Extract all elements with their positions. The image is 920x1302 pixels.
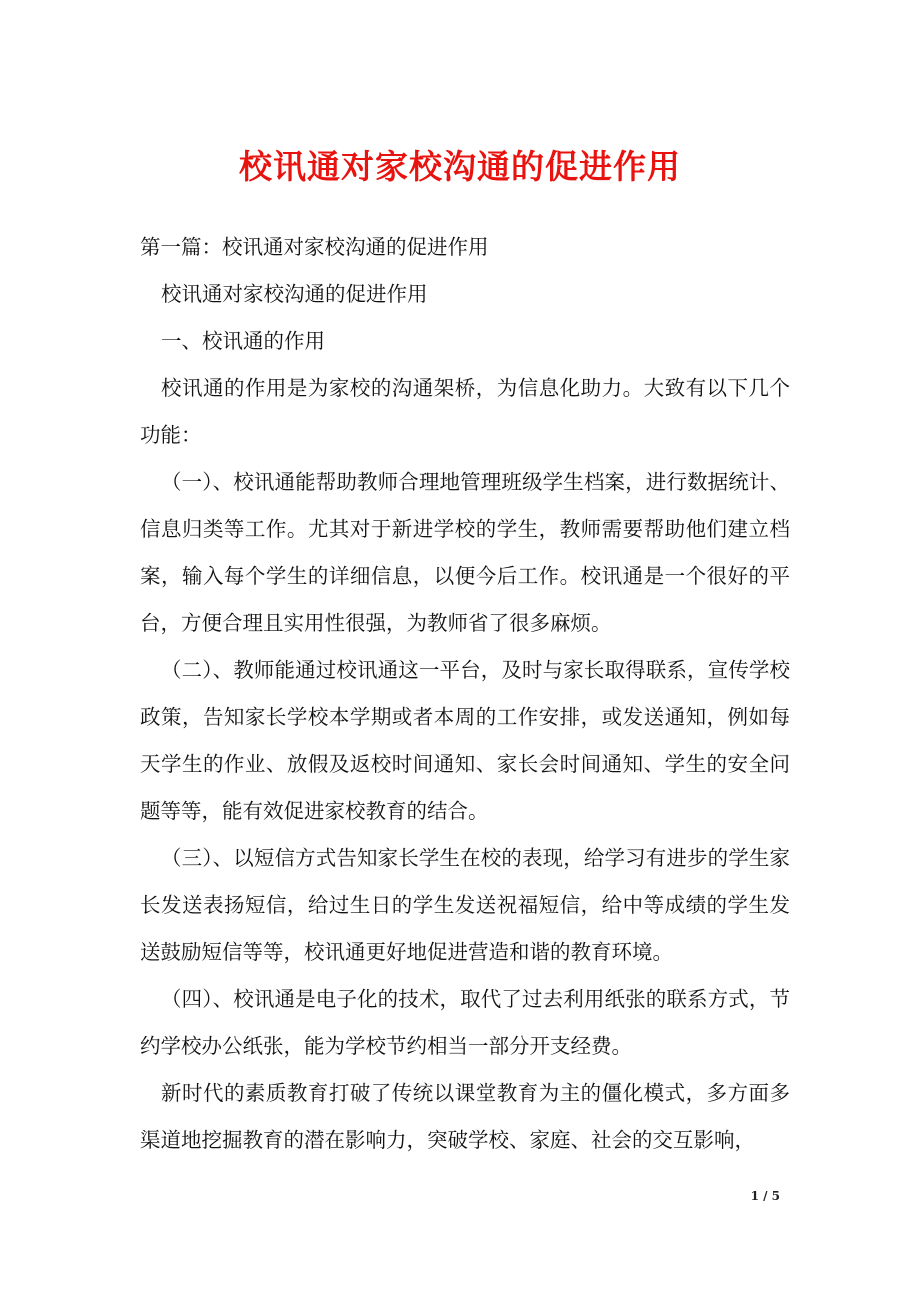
paragraph: 新时代的素质教育打破了传统以课堂教育为主的僵化模式，多方面多渠道地挖掘教育的潜在影响力，突破学校、家庭、社会的交互影响， [140, 1081, 790, 1152]
document-body [140, 224, 790, 1164]
document-title: 校讯通对家校沟通的促进作用 [239, 147, 681, 186]
chapter-heading: 第一篇：校讯通对家校沟通的促进作用 [140, 235, 489, 259]
paragraph: 校讯通的作用是为家校的沟通架桥，为信息化助力。大致有以下几个功能： [140, 376, 790, 447]
page-number: 1 / 5 [750, 1189, 780, 1203]
paragraph: （二）、教师能通过校讯通这一平台，及时与家长取得联系，宣传学校政策，告知家长学校本学期或者本周的工作安排，或发送通知，例如每天学生的作业、放假及返校时间通知、家长会时间通知、学生的安全问题等等，能有效促进家校教育的结合。 [140, 658, 790, 823]
paragraph: （一）、校讯通能帮助教师合理地管理班级学生档案，进行数据统计、信息归类等工作。尤其对于新进学校的学生，教师需要帮助他们建立档案，输入每个学生的详细信息，以便今后工作。校讯通是一个很好的平台，方便合理且实用性很强，为教师省了很多麻烦。 [140, 470, 790, 635]
subsection-heading: 一、校讯通的作用 [161, 329, 325, 353]
section-title: 校讯通对家校沟通的促进作用 [161, 282, 428, 306]
paragraph: （三）、以短信方式告知家长学生在校的表现，给学习有进步的学生家长发送表扬短信，给过生日的学生发送祝福短信，给中等成绩的学生发送鼓励短信等等，校讯通更好地促进营造和谐的教育环境。 [140, 846, 790, 964]
paragraph: （四）、校讯通是电子化的技术，取代了过去利用纸张的联系方式，节约学校办公纸张，能为学校节约相当一部分开支经费。 [140, 987, 790, 1058]
